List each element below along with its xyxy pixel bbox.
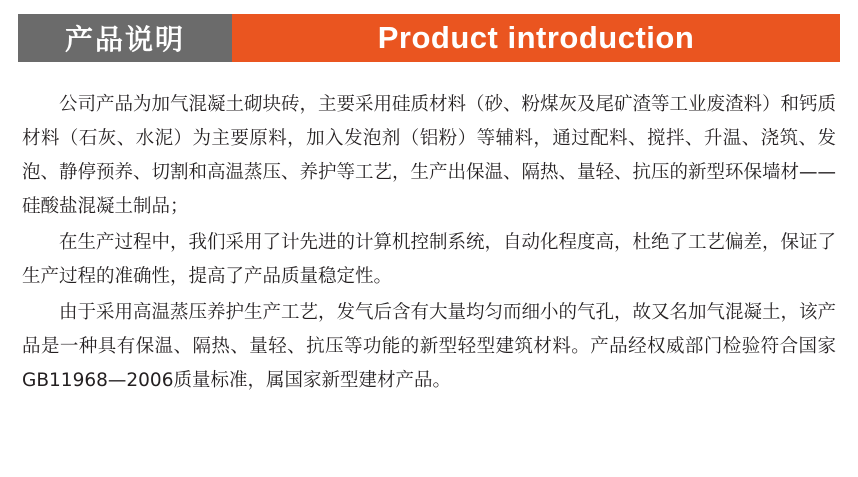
product-description-body — [22, 88, 836, 398]
product-introduction-page — [0, 14, 858, 477]
header-title-chinese: 产品说明 — [18, 14, 232, 62]
paragraph-2: 在生产过程中，我们采用了计先进的计算机控制系统，自动化程度高，杜绝了工艺偏差，保证了生产过程的准确性，提高了产品质量稳定性。 — [22, 232, 837, 287]
paragraph-3: 由于采用高温蒸压养护生产工艺，发气后含有大量均匀而细小的气孔，故又名加气混凝土，该产品是一种具有保温、隔热、量轻、抗压等功能的新型轻型建筑材料。产品经权威部门检验符合国家GB11968—2006质量标准，属国家新型建材产品。 — [22, 302, 837, 391]
section-header — [18, 14, 840, 62]
paragraph-1: 公司产品为加气混凝土砌块砖，主要采用硅质材料（砂、粉煤灰及尾矿渣等工业废渣料）和钙质材料（石灰、水泥）为主要原料，加入发泡剂（铝粉）等辅料，通过配料、搅拌、升温、浇筑、发泡、静停预养、切割和高温蒸压、养护等工艺，生产出保温、隔热、量轻、抗压的新型环保墙材——硅酸盐混凝土制品； — [22, 94, 837, 217]
header-title-english: Product introduction — [232, 14, 840, 62]
